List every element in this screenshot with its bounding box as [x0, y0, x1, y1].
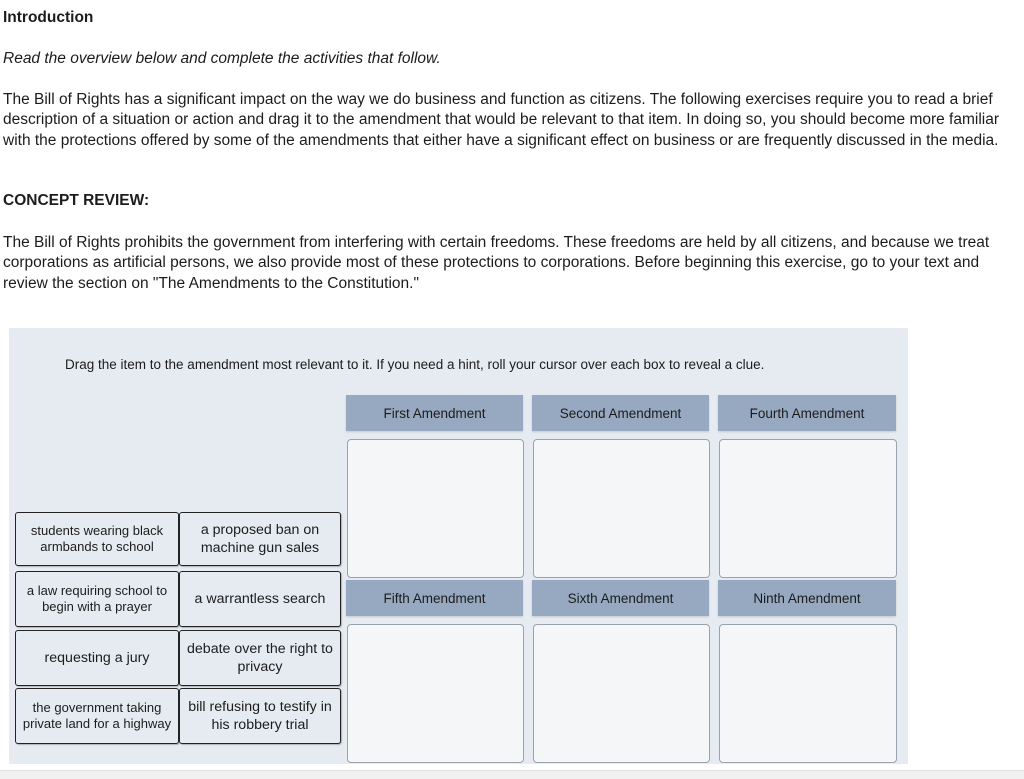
drop-zone-fifth-amendment[interactable] — [347, 624, 524, 763]
concept-review-paragraph: The Bill of Rights prohibits the government from interfering with certain freedoms. These freedoms are held by all citizens, and because we treat corporations as artificial persons, we also provide most of these protections to corporations. Before beginning this exercise, go to your text and review the section on "The Amendments to the Constitution." — [3, 234, 990, 292]
intro-instruction: Read the overview below and complete the activities that follow. — [3, 50, 441, 67]
header-fifth-amendment: Fifth Amendment — [346, 580, 523, 616]
header-fourth-amendment: Fourth Amendment — [718, 395, 896, 431]
activity-instructions: Drag the item to the amendment most relevant to it. If you need a hint, roll your cursor over each box to reveal a clue. — [65, 357, 765, 372]
draggable-item-school-prayer[interactable]: a law requiring school to begin with a prayer — [15, 571, 179, 627]
drop-zone-second-amendment[interactable] — [533, 439, 710, 578]
header-second-amendment: Second Amendment — [532, 395, 709, 431]
draggable-item-warrantless-search[interactable]: a warrantless search — [179, 571, 341, 627]
drop-zone-sixth-amendment[interactable] — [533, 624, 710, 763]
draggable-item-refusing-to-testify[interactable]: bill refusing to testify in his robbery trial — [179, 688, 341, 744]
draggable-item-armbands[interactable]: students wearing black armbands to school — [15, 512, 179, 566]
header-first-amendment: First Amendment — [346, 395, 523, 431]
draggable-item-right-to-privacy[interactable]: debate over the right to privacy — [179, 630, 341, 686]
intro-heading: Introduction — [3, 9, 94, 26]
draggable-item-machine-gun-ban[interactable]: a proposed ban on machine gun sales — [179, 512, 341, 566]
drag-drop-activity — [9, 328, 908, 764]
header-ninth-amendment: Ninth Amendment — [718, 580, 896, 616]
intro-paragraph: The Bill of Rights has a significant impact on the way we do business and function as citizens. The following exercises require you to read a brief description of a situation or action and drag it to the amendment that would be relevant to that item. In doing so, you should become more familiar with the protections offered by some of the amendments that either have a significant effect on business or are frequently discussed in the media. — [3, 91, 1000, 149]
draggable-item-land-taking[interactable]: the government taking private land for a highway — [15, 688, 179, 744]
draggable-item-jury-request[interactable]: requesting a jury — [15, 630, 179, 686]
drop-zone-fourth-amendment[interactable] — [719, 439, 897, 578]
header-sixth-amendment: Sixth Amendment — [532, 580, 709, 616]
concept-review-heading: CONCEPT REVIEW: — [3, 192, 150, 209]
drop-zone-ninth-amendment[interactable] — [719, 624, 897, 763]
drop-zone-first-amendment[interactable] — [347, 439, 524, 578]
